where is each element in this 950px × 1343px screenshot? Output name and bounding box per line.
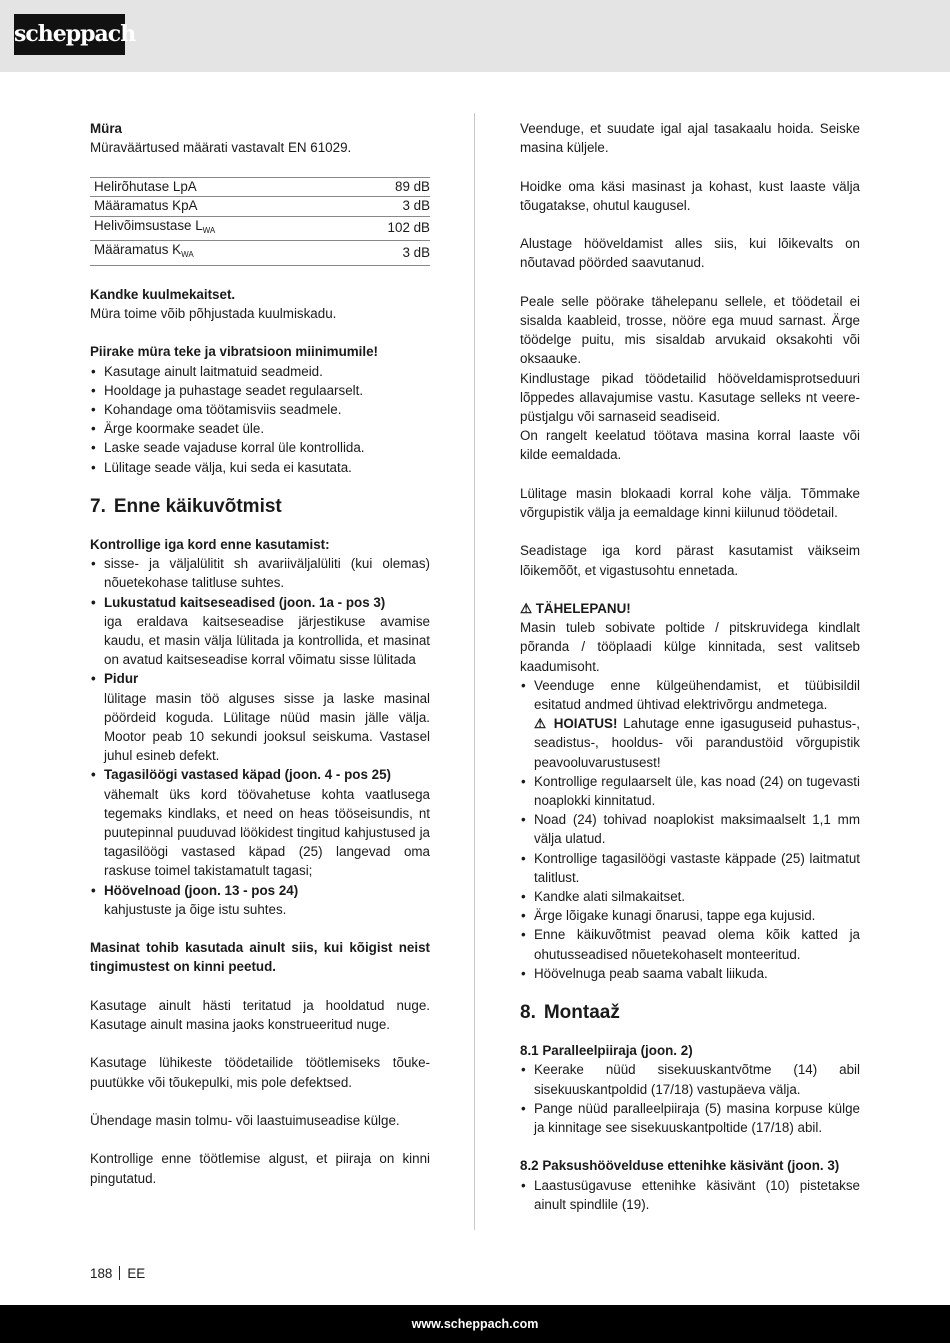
table-row xyxy=(90,197,430,217)
noise-table xyxy=(90,177,430,266)
ear-protection-title: Kandke kuulmekaitset. xyxy=(90,286,236,302)
page-footer xyxy=(0,1305,950,1343)
paragraph: Seadistage iga kord pärast kasutamist väikseim lõikemõõt, et vigastusohtu ennetada. xyxy=(520,543,860,578)
row-sub: WA xyxy=(202,225,216,235)
item-text: iga eraldava kaitseseadise järjestikuse avamise kaudu, et masin välja lülitada ja kontrollida, et masinat on avatud kaitseseadise korral võimatu sisse lülitada xyxy=(104,613,430,668)
warning-label: HOIATUS! xyxy=(553,716,618,732)
paragraph: Lülitage masin blokaadi korral kohe välja. Tõmmake võrgupistik välja ja eemaldage kinni kiilunud töödetail. xyxy=(520,485,860,520)
row-label: Määramatus K xyxy=(94,198,182,214)
row-value: 3 dB xyxy=(338,197,430,217)
section-title: Montaaž xyxy=(543,1002,620,1024)
paragraph: Veenduge, et suudate igal ajal tasakaalu hoida. Seiske masina küljele. xyxy=(520,121,860,156)
list-item: • Keerake nüüd sisekuuskantvõtme (14) abil sisekuuskantpoldid (17/18) vastupäeva välja. xyxy=(520,1060,860,1098)
list-item: • Laastusügavuse ettenihke käsivänt (10) pistetakse ainult spindlile (19). xyxy=(520,1176,860,1214)
paragraph: Alustage hööveldamist alles siis, kui lõikevalts on nõutavad pöörded saavutanud. xyxy=(520,236,860,271)
ear-protection-text: Müra toime võib põhjustada kuulmiskadu. xyxy=(90,305,337,321)
section-7-heading xyxy=(90,496,430,518)
row-label: Helivõimsustase L xyxy=(94,217,203,233)
section-number: 8. xyxy=(520,1002,536,1024)
warning-note xyxy=(534,714,860,772)
section-title: Enne käikuvõtmist xyxy=(113,495,282,517)
paragraph: Ühendage masin tolmu- või laastuimuseadise külge. xyxy=(90,1113,400,1129)
paragraph: Kindlustage pikad töödetailid hööveldamisprotseduuri lõppedes allavajumise vastu. Kasutage selleks nt veere-püstjalgu või sarnaseid seadiseid. xyxy=(520,370,860,424)
attention-title xyxy=(520,599,860,618)
list-item xyxy=(90,669,430,765)
noise-text: Müraväärtused määrati vastavalt EN 61029. xyxy=(90,140,352,156)
item-text: lülitage masin töö alguses sisse ja laske masinal pöördeid koguda. Lülitage nüüd masin jälle välja. Mootor peab 10 sekundi jooksul seiskuma. Vastasel juhul esineb defekt. xyxy=(104,690,430,764)
item-text: Veenduge enne külgeühendamist, et tüübisildil esitatud andmed ühtivad elektrivõrgu andmetega. xyxy=(534,677,860,712)
list-item: • sisse- ja väljalülitit sh avariiväljalüliti (kui olemas) nõuetekohase talitluse suhtes. xyxy=(90,554,430,592)
noise-title: Müra xyxy=(90,121,122,136)
page-header xyxy=(0,0,950,72)
paragraph: On rangelt keelatud töötava masina korral laaste või kilde eemaldada. xyxy=(520,428,860,463)
row-sub: pA xyxy=(181,198,198,214)
table-row xyxy=(90,216,430,241)
list-item: • Hooldage ja puhastage seadet regulaarselt. xyxy=(90,381,430,400)
scheppach-logo: scheppach xyxy=(14,14,125,55)
section-number: 7. xyxy=(90,495,106,517)
list-item: • Noad (24) tohivad noaplokist maksimaalselt 1,1 mm välja ulatud. xyxy=(520,810,860,848)
item-title: Pidur xyxy=(104,671,139,687)
subsection-8-1-list xyxy=(520,1060,860,1137)
item-text: kahjustuste ja õige istu suhtes. xyxy=(104,901,287,917)
table-row xyxy=(90,177,430,197)
subsection-8-2-list xyxy=(520,1176,860,1214)
list-item: • Lülitage seade välja, kui seda ei kasutata. xyxy=(90,458,430,477)
table-row xyxy=(90,241,430,266)
language-code: EE xyxy=(127,1266,146,1281)
paragraph: Kasutage lühikeste töödetailide töötlemiseks tõuke-puutükke või tõukepulki, mis pole defektsed. xyxy=(90,1055,430,1090)
check-title: Kontrollige iga kord enne kasutamist: xyxy=(90,536,330,552)
paragraph: Kontrollige enne töötlemise algust, et piiraja on kinni pingutatud. xyxy=(90,1151,430,1186)
column-divider xyxy=(474,113,475,1230)
subsection-8-1-title: 8.1 Paralleelpiiraja (joon. 2) xyxy=(520,1043,693,1059)
row-label: Helirõhutase L xyxy=(94,178,181,194)
item-title: Lukustatud kaitseseadised (joon. 1a - pos 3) xyxy=(104,594,386,610)
paragraph: Kasutage ainult hästi teritatud ja hooldatud nuge. Kasutage ainult masina jaoks konstrueeritud nuge. xyxy=(90,997,430,1033)
list-item: • Ärge lõigake kunagi õnarusi, tappe ega kujusid. xyxy=(520,906,860,925)
row-value: 3 dB xyxy=(338,241,430,266)
list-item xyxy=(90,881,430,919)
item-text: vähemalt üks kord töövahetuse kohta vaatlusega tegemaks kindlaks, et need on heas tööseisundis, nt puutepinnal puuduvad löökidest tingitud kahjustused ja tagasilöögi vastased käpad (25) langevad oma raskuse toimel takistamatult tagasi; xyxy=(104,786,430,879)
list-item: • Kontrollige tagasilöögi vastaste käppade (25) laitmatut talitlust. xyxy=(520,849,860,887)
subsection-8-2-title: 8.2 Paksushöövelduse ettenihke käsivänt (joon. 3) xyxy=(520,1158,840,1174)
paragraph: Hoidke oma käsi masinast ja kohast, kust laaste välja tõugatakse, ohutul kaugusel. xyxy=(520,178,860,213)
attention-label: TÄHELEPANU! xyxy=(535,600,631,616)
list-item: • Kandke alati silmakaitset. xyxy=(520,887,860,906)
footer-url: www.scheppach.com xyxy=(411,1317,539,1331)
list-item: • Kontrollige regulaarselt üle, kas noad (24) on tugevasti noaplokki kinnitatud. xyxy=(520,772,860,810)
warning-text: Lahutage enne igasuguseid puhastus-, seadistus-, hooldus- või parandustöid võrgupistik peavooluvarustusest! xyxy=(534,716,860,770)
reduce-title: Piirake müra teke ja vibratsioon miinimumile! xyxy=(90,344,378,360)
section-8-heading xyxy=(520,1002,860,1024)
warning-triangle-icon: ⚠ xyxy=(520,600,533,616)
conditions-note: Masinat tohib kasutada ainult siis, kui kõigist neist tingimustest on kinni peetud. xyxy=(90,940,430,975)
row-value: 89 dB xyxy=(338,177,430,197)
item-title: Tagasilöögi vastased käpad (joon. 4 - pos 25) xyxy=(104,767,391,783)
list-item: • Enne käikuvõtmist peavad olema kõik katted ja ohutusseadised nõuetekohaselt monteeritud. xyxy=(520,925,860,963)
list-item xyxy=(90,765,430,880)
list-item: • Pange nüüd paralleelpiiraja (5) masina korpuse külge ja kinnitage see sisekuuskantpoltide (17/18) abil. xyxy=(520,1099,860,1137)
row-sub: pA xyxy=(180,178,197,194)
list-item: • Laske seade vajaduse korral üle kontrollida. xyxy=(90,438,430,457)
row-value: 102 dB xyxy=(338,216,430,241)
right-column xyxy=(520,119,860,1233)
page-number-value: 188 xyxy=(90,1266,113,1281)
row-label: Määramatus K xyxy=(94,242,182,258)
reduce-list xyxy=(90,362,430,477)
list-item: • Ärge koormake seadet üle. xyxy=(90,419,430,438)
attention-text: Masin tuleb sobivate poltide / pitskruvidega kindlalt põranda / tööplaadi külge kinnitada, sest valitseb kaadumisoht. xyxy=(520,620,860,674)
list-item: • Kasutage ainult laitmatuid seadmeid. xyxy=(90,362,430,381)
separator xyxy=(119,1266,120,1280)
left-column xyxy=(90,119,430,1207)
list-item: • Höövelnuga peab saama vabalt liikuda. xyxy=(520,964,860,983)
attention-list xyxy=(520,676,860,983)
page-number xyxy=(90,1264,145,1283)
list-item xyxy=(90,593,430,670)
item-title: Höövelnoad (joon. 13 - pos 24) xyxy=(104,882,299,898)
row-sub: WA xyxy=(181,250,194,260)
paragraph: Peale selle pöörake tähelepanu sellele, et töödetail ei sisalda kaableid, trosse, nööre ega muud sarnast. Ärge töödelge puitu, mis sisaldab arvukaid oksakohti või oksaauke. xyxy=(520,293,860,367)
warning-triangle-icon: ⚠ xyxy=(534,716,548,732)
check-list xyxy=(90,554,430,919)
list-item xyxy=(520,676,860,772)
list-item: • Kohandage oma töötamisviis seadmele. xyxy=(90,400,430,419)
